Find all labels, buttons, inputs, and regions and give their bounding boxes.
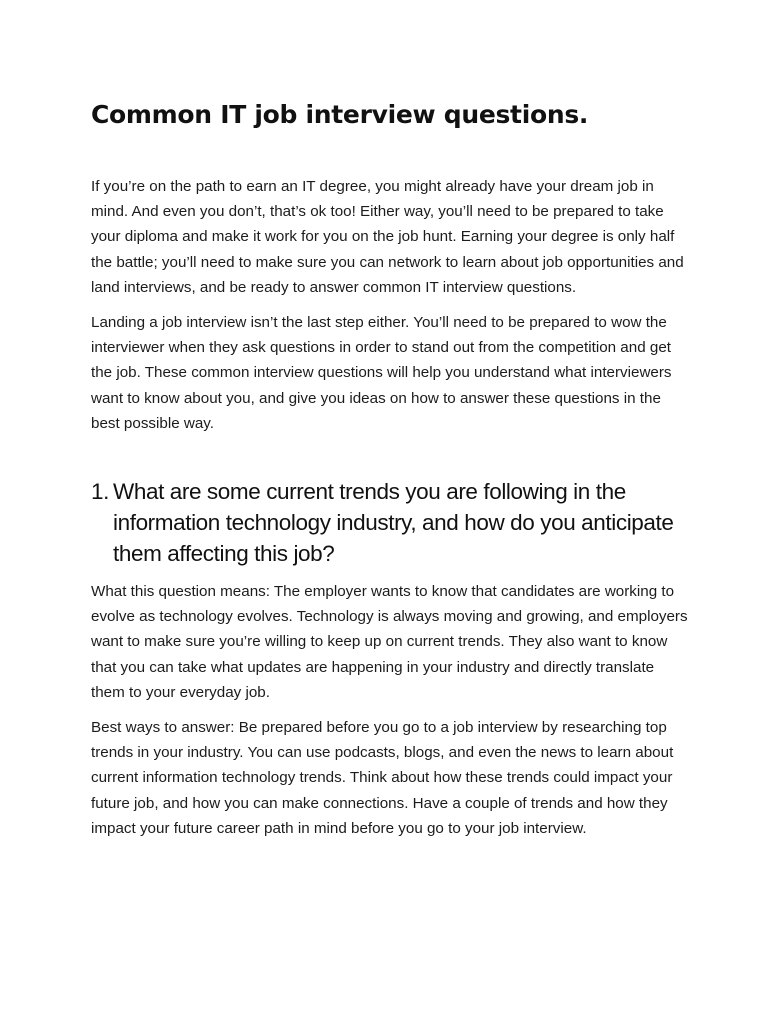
intro-paragraph-2: Landing a job interview isn’t the last step either. You’ll need to be prepared to wow the interviewer when they ask questions in order to stand out from the competition and get the job. These common interview questions will help you understand what interviewers want to know about you, and give you ideas on how to answer these questions in the best possible way. [91, 314, 672, 432]
intro-paragraph-1: If you’re on the path to earn an IT degree, you might already have your dream job in mind. And even you don’t, that’s ok too! Either way, you’ll need to be prepared to take your diploma and make it work for you on the job hunt. Earning your degree is only half the battle; you’ll need to make sure you can network to learn about job opportunities and land interviews, and be ready to answer common IT interview questions. [91, 178, 684, 296]
question-1-text: What are some current trends you are following in the information technology industry, and how do you anticipate them affecting this job? [113, 479, 674, 567]
document-title: Common IT job interview questions. [91, 100, 589, 129]
question-1-number: 1. [91, 479, 109, 505]
question-1-answer-paragraph: Best ways to answer: Be prepared before you go to a job interview by researching top trends in your industry. You can use podcasts, blogs, and even the news to learn about current information technology trends. Think about how these trends could impact your future job, and how you can make connections. Have a couple of trends and how they impact your future career path in mind before you go to your job interview. [91, 719, 674, 837]
question-1-meaning-paragraph: What this question means: The employer wants to know that candidates are working to evolve as technology evolves. Technology is always moving and growing, and employers want to make sure you’re willing to keep up on current trends. They also want to know that you can take what updates are happening in your industry and directly translate them to your everyday job. [91, 583, 688, 701]
question-1-heading [91, 476, 691, 569]
document-body [91, 96, 691, 841]
